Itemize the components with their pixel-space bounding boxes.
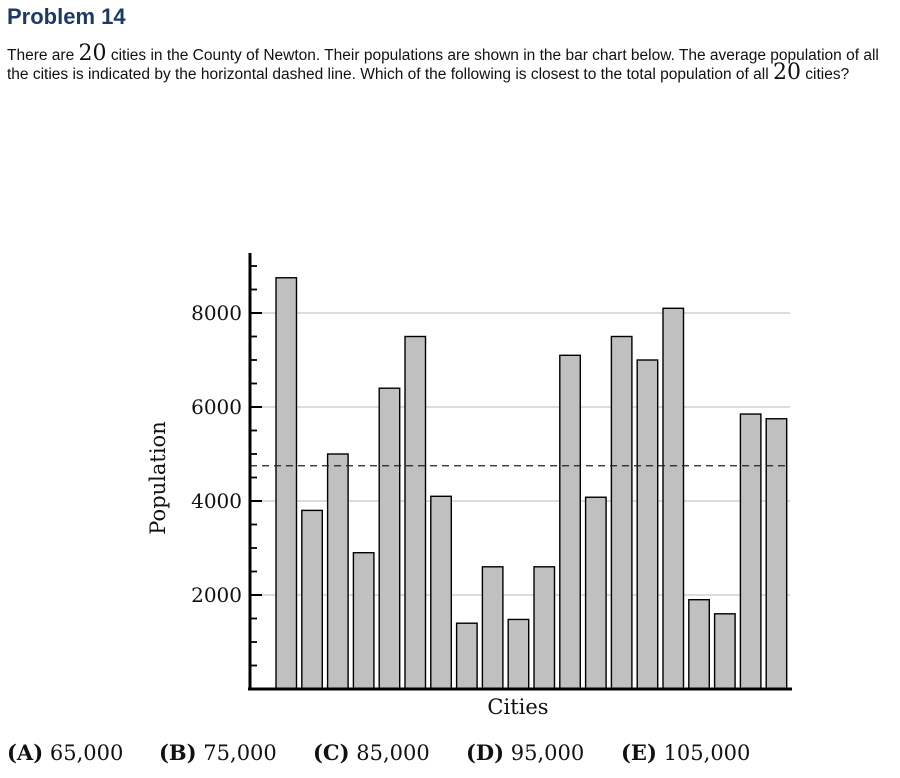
city-bar [689,600,710,689]
answer-choice[interactable] [313,740,430,765]
city-bar [560,355,581,689]
bars [276,278,787,689]
city-bar [328,454,349,689]
city-bar [534,567,555,689]
y-tick-label: 4000 [191,489,242,513]
city-bar [405,337,426,690]
city-bar [586,497,607,689]
y-tick-label: 8000 [191,301,242,325]
choice-value: 95,000 [504,741,585,765]
city-bar [276,278,297,689]
city-bar [715,614,736,689]
y-tick-label: 6000 [191,395,242,419]
city-bar [740,414,761,689]
y-tick-label: 2000 [191,583,242,607]
question-number: 20 [772,60,801,85]
problem-title: Problem 14 [7,4,126,29]
choice-value: 105,000 [656,741,751,765]
city-bar [482,567,503,689]
answer-choice[interactable] [621,740,750,765]
city-bar [508,619,529,689]
city-bar [663,308,684,689]
answer-choice[interactable] [7,740,123,765]
question-number: 20 [78,41,107,66]
choice-value: 85,000 [349,741,430,765]
choice-value: 75,000 [196,741,277,765]
answer-choice[interactable] [466,740,584,765]
city-bar [457,623,478,689]
question-part: cities? [800,66,850,83]
city-bar [302,510,323,689]
question-part: cities in the County of Newton. Their populations are shown in the bar chart below. The average population of all the cities is indicated by the horizontal dashed line. Which of the following is closest to the total population of all [7,47,879,83]
city-bar [431,496,452,689]
city-bar [379,388,400,689]
question-part: There are [7,47,79,64]
choice-letter: (A) [7,740,44,765]
choice-letter: (B) [159,740,197,765]
choice-value: 65,000 [43,741,124,765]
city-bar [353,553,374,689]
choice-letter: (E) [621,740,657,765]
city-bar [611,337,632,690]
city-bar [637,360,658,689]
choice-letter: (C) [313,740,350,765]
answer-choice[interactable] [159,740,277,765]
y-axis-label: Population [146,421,170,535]
city-bar [766,419,787,689]
choice-letter: (D) [466,740,505,765]
x-axis-label: Cities [487,695,549,719]
